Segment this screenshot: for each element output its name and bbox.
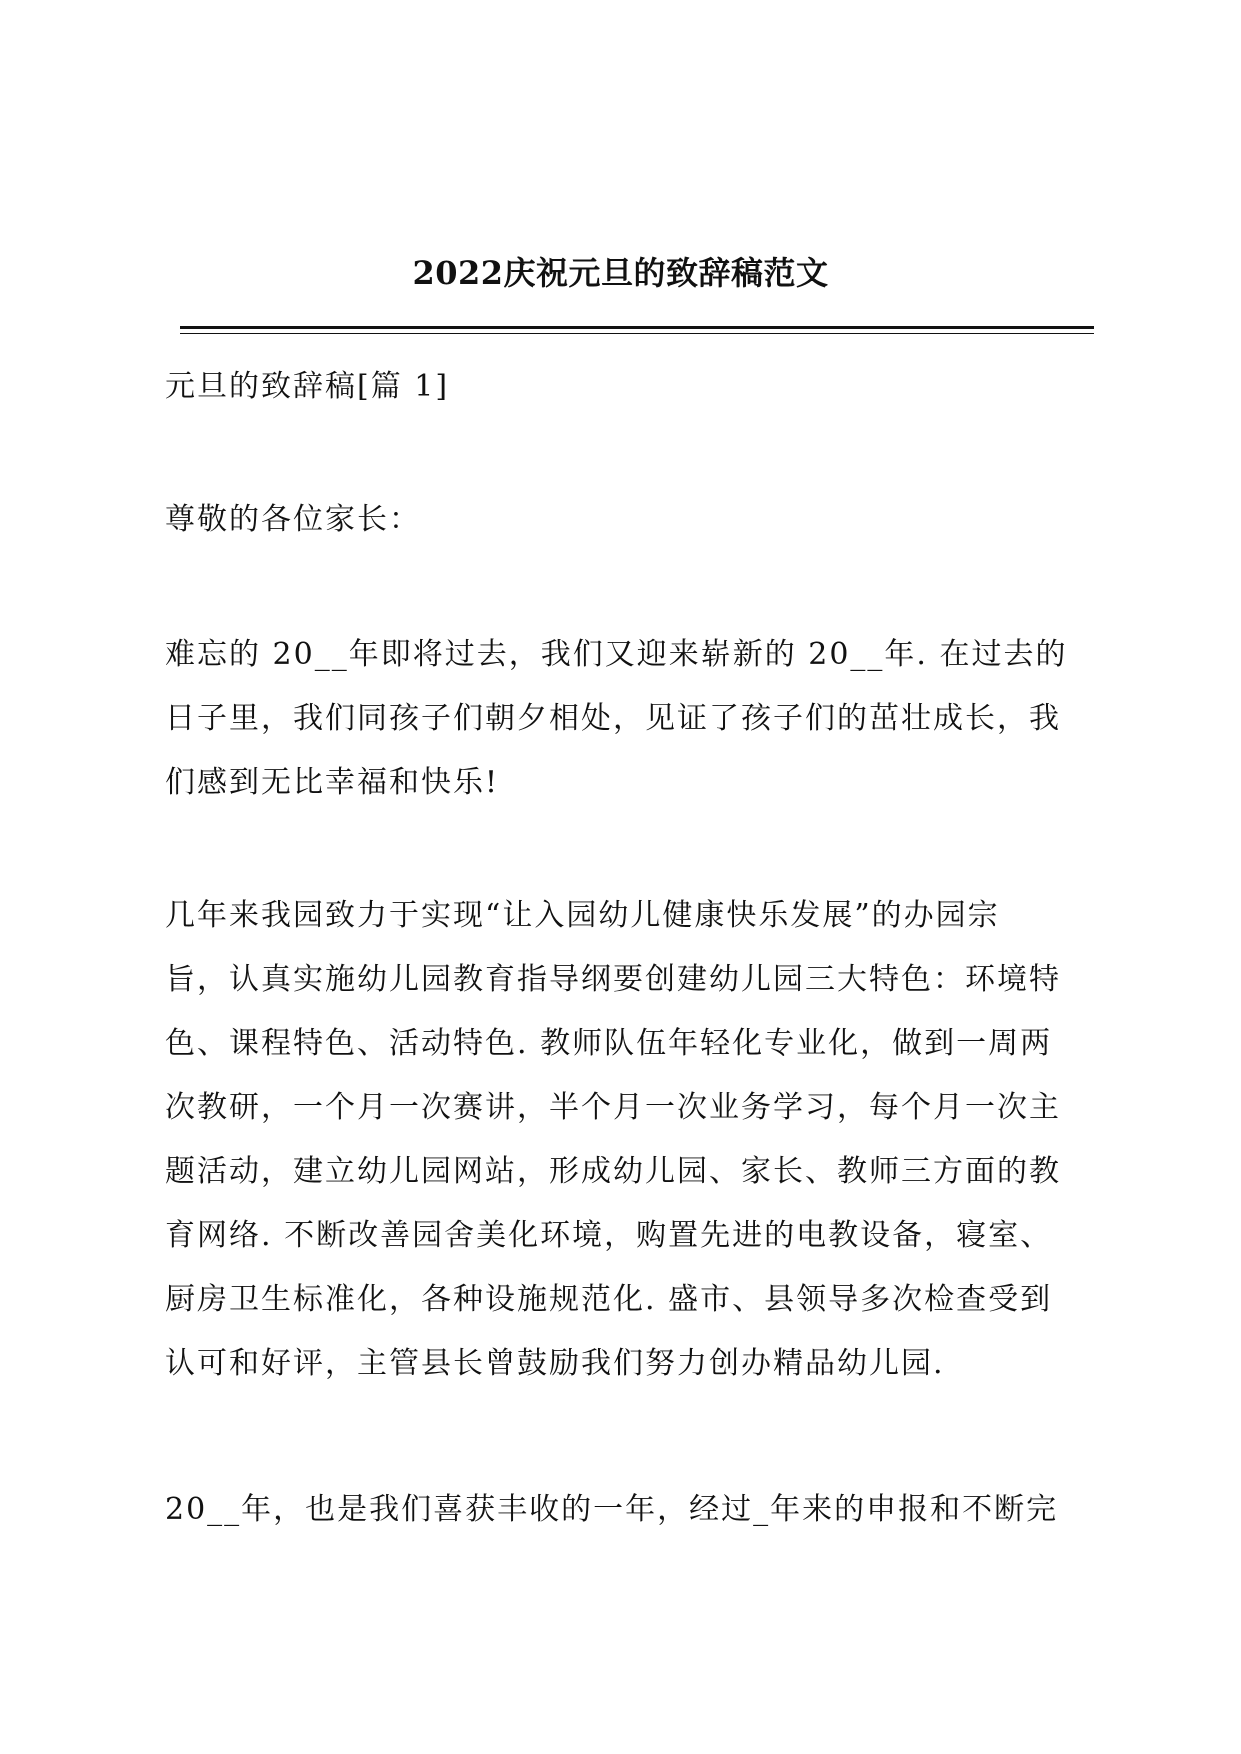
paragraph-line: 题活动，建立幼儿园网站，形成幼儿园、家长、教师三方面的教	[165, 1154, 1061, 1189]
title-divider-thin	[180, 333, 1094, 334]
paragraph-line: 认可和好评，主管县长曾鼓励我们努力创办精品幼儿园.	[165, 1346, 945, 1381]
paragraph-line: 育网络. 不断改善园舍美化环境，购置先进的电教设备，寝室、	[165, 1218, 1053, 1253]
paragraph-line: 难忘的 20__年即将过去，我们又迎来崭新的 20__年. 在过去的	[165, 637, 1068, 672]
paragraph-line: 们感到无比幸福和快乐!	[165, 765, 500, 800]
paragraph-line: 20__年，也是我们喜获丰收的一年，经过_年来的申报和不断完	[165, 1492, 1059, 1527]
paragraph-line: 次教研，一个月一次赛讲，半个月一次业务学习，每个月一次主	[165, 1090, 1061, 1125]
paragraph-line: 几年来我园致力于实现“让入园幼儿健康快乐发展”的办园宗	[165, 898, 1000, 933]
document-title: 2022庆祝元旦的致辞稿范文	[412, 254, 829, 292]
paragraph-line: 色、课程特色、活动特色. 教师队伍年轻化专业化，做到一周两	[165, 1026, 1053, 1061]
paragraph-line: 日子里，我们同孩子们朝夕相处，见证了孩子们的茁壮成长，我	[165, 701, 1061, 736]
salutation-text: 尊敬的各位家长：	[165, 502, 421, 537]
paragraph-2	[165, 884, 1090, 1396]
paragraph-3	[165, 1478, 1090, 1542]
title-divider-thick	[180, 326, 1094, 329]
section-heading-text: 元旦的致辞稿[篇 1]	[165, 369, 450, 404]
paragraph-line: 旨，认真实施幼儿园教育指导纲要创建幼儿园三大特色：环境特	[165, 962, 1061, 997]
paragraph-1	[165, 623, 1090, 815]
paragraph-line: 厨房卫生标准化，各种设施规范化. 盛市、县领导多次检查受到	[165, 1282, 1053, 1317]
salutation	[165, 488, 1090, 552]
section-heading	[165, 355, 1090, 419]
